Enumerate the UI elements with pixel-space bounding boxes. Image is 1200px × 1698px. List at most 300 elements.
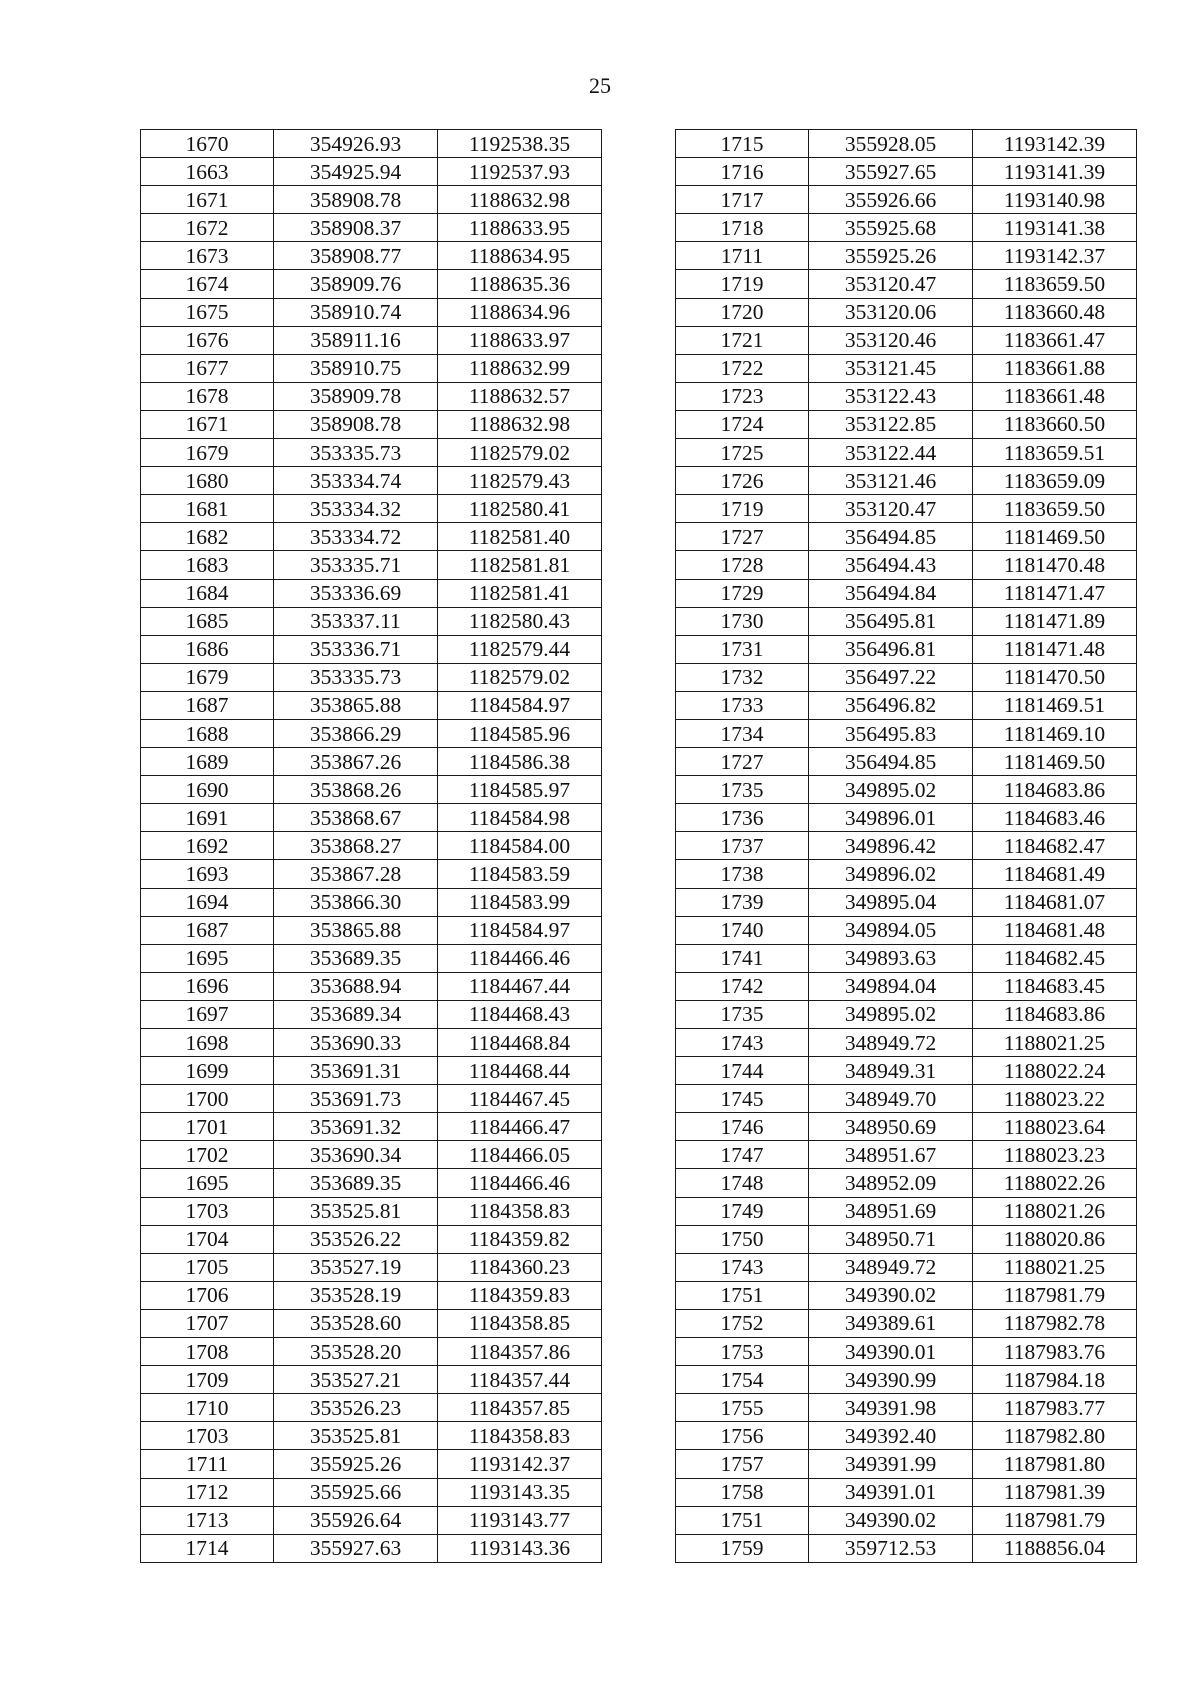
table-row xyxy=(676,242,1137,270)
x-coordinate-cell: 353337.11 xyxy=(274,607,438,635)
point-number-cell: 1685 xyxy=(141,607,274,635)
y-coordinate-cell: 1188021.25 xyxy=(973,1253,1137,1281)
y-coordinate-cell: 1187981.39 xyxy=(973,1478,1137,1506)
x-coordinate-cell: 353525.81 xyxy=(274,1422,438,1450)
point-number-cell: 1719 xyxy=(676,495,809,523)
table-row xyxy=(676,326,1137,354)
table-row xyxy=(676,382,1137,410)
y-coordinate-cell: 1184584.97 xyxy=(438,916,602,944)
point-number-cell: 1739 xyxy=(676,888,809,916)
point-number-cell: 1703 xyxy=(141,1422,274,1450)
table-row xyxy=(676,439,1137,467)
x-coordinate-cell: 355925.66 xyxy=(274,1478,438,1506)
point-number-cell: 1682 xyxy=(141,523,274,551)
point-number-cell: 1721 xyxy=(676,326,809,354)
point-number-cell: 1756 xyxy=(676,1422,809,1450)
y-coordinate-cell: 1181469.50 xyxy=(973,748,1137,776)
point-number-cell: 1706 xyxy=(141,1281,274,1309)
y-coordinate-cell: 1187984.18 xyxy=(973,1366,1137,1394)
x-coordinate-cell: 358908.37 xyxy=(274,214,438,242)
x-coordinate-cell: 349392.40 xyxy=(809,1422,973,1450)
table-row xyxy=(676,523,1137,551)
table-row xyxy=(141,1534,602,1562)
table-row xyxy=(676,804,1137,832)
x-coordinate-cell: 348951.67 xyxy=(809,1141,973,1169)
y-coordinate-cell: 1184466.05 xyxy=(438,1141,602,1169)
x-coordinate-cell: 353689.35 xyxy=(274,1169,438,1197)
y-coordinate-cell: 1184466.46 xyxy=(438,1169,602,1197)
x-coordinate-cell: 353867.28 xyxy=(274,860,438,888)
y-coordinate-cell: 1188856.04 xyxy=(973,1534,1137,1562)
y-coordinate-cell: 1184358.85 xyxy=(438,1309,602,1337)
table-row xyxy=(676,1197,1137,1225)
table-row xyxy=(676,214,1137,242)
x-coordinate-cell: 353690.33 xyxy=(274,1029,438,1057)
y-coordinate-cell: 1184681.48 xyxy=(973,916,1137,944)
y-coordinate-cell: 1184683.86 xyxy=(973,1000,1137,1028)
x-coordinate-cell: 355926.66 xyxy=(809,186,973,214)
table-row xyxy=(676,298,1137,326)
x-coordinate-cell: 353691.31 xyxy=(274,1057,438,1085)
x-coordinate-cell: 353689.35 xyxy=(274,944,438,972)
table-row xyxy=(141,270,602,298)
point-number-cell: 1738 xyxy=(676,860,809,888)
table-row xyxy=(676,1169,1137,1197)
x-coordinate-cell: 353689.34 xyxy=(274,1000,438,1028)
table-row xyxy=(676,354,1137,382)
point-number-cell: 1703 xyxy=(141,1197,274,1225)
y-coordinate-cell: 1184583.59 xyxy=(438,860,602,888)
point-number-cell: 1699 xyxy=(141,1057,274,1085)
table-row xyxy=(676,1085,1137,1113)
point-number-cell: 1678 xyxy=(141,382,274,410)
point-number-cell: 1670 xyxy=(141,130,274,158)
point-number-cell: 1755 xyxy=(676,1394,809,1422)
point-number-cell: 1751 xyxy=(676,1506,809,1534)
x-coordinate-cell: 353120.47 xyxy=(809,495,973,523)
table-row xyxy=(141,804,602,832)
table-row xyxy=(141,1281,602,1309)
table-row xyxy=(676,1057,1137,1085)
y-coordinate-cell: 1184683.46 xyxy=(973,804,1137,832)
y-coordinate-cell: 1193140.98 xyxy=(973,186,1137,214)
table-row xyxy=(141,1141,602,1169)
x-coordinate-cell: 358910.75 xyxy=(274,354,438,382)
x-coordinate-cell: 353868.67 xyxy=(274,804,438,832)
point-number-cell: 1720 xyxy=(676,298,809,326)
point-number-cell: 1692 xyxy=(141,832,274,860)
point-number-cell: 1676 xyxy=(141,326,274,354)
table-row xyxy=(676,1506,1137,1534)
table-row xyxy=(141,635,602,663)
y-coordinate-cell: 1184586.38 xyxy=(438,748,602,776)
y-coordinate-cell: 1182581.81 xyxy=(438,551,602,579)
table-row xyxy=(141,326,602,354)
table-row xyxy=(676,776,1137,804)
x-coordinate-cell: 353688.94 xyxy=(274,972,438,1000)
x-coordinate-cell: 349893.63 xyxy=(809,944,973,972)
table-row xyxy=(141,523,602,551)
point-number-cell: 1696 xyxy=(141,972,274,1000)
x-coordinate-cell: 349896.02 xyxy=(809,860,973,888)
table-row xyxy=(676,888,1137,916)
point-number-cell: 1704 xyxy=(141,1225,274,1253)
x-coordinate-cell: 348951.69 xyxy=(809,1197,973,1225)
x-coordinate-cell: 355928.05 xyxy=(809,130,973,158)
y-coordinate-cell: 1181471.47 xyxy=(973,579,1137,607)
table-row xyxy=(141,186,602,214)
point-number-cell: 1683 xyxy=(141,551,274,579)
y-coordinate-cell: 1192537.93 xyxy=(438,158,602,186)
table-row xyxy=(676,158,1137,186)
table-row xyxy=(141,1085,602,1113)
point-number-cell: 1712 xyxy=(141,1478,274,1506)
x-coordinate-cell: 353335.71 xyxy=(274,551,438,579)
x-coordinate-cell: 354926.93 xyxy=(274,130,438,158)
y-coordinate-cell: 1184467.44 xyxy=(438,972,602,1000)
x-coordinate-cell: 353526.23 xyxy=(274,1394,438,1422)
y-coordinate-cell: 1182579.02 xyxy=(438,663,602,691)
y-coordinate-cell: 1181470.48 xyxy=(973,551,1137,579)
x-coordinate-cell: 353690.34 xyxy=(274,1141,438,1169)
y-coordinate-cell: 1184468.84 xyxy=(438,1029,602,1057)
y-coordinate-cell: 1183659.09 xyxy=(973,467,1137,495)
x-coordinate-cell: 349390.01 xyxy=(809,1338,973,1366)
x-coordinate-cell: 356495.81 xyxy=(809,607,973,635)
table-row xyxy=(141,972,602,1000)
point-number-cell: 1701 xyxy=(141,1113,274,1141)
y-coordinate-cell: 1184466.46 xyxy=(438,944,602,972)
x-coordinate-cell: 349895.02 xyxy=(809,1000,973,1028)
y-coordinate-cell: 1188633.95 xyxy=(438,214,602,242)
point-number-cell: 1693 xyxy=(141,860,274,888)
x-coordinate-cell: 359712.53 xyxy=(809,1534,973,1562)
x-coordinate-cell: 348949.70 xyxy=(809,1085,973,1113)
table-row xyxy=(676,944,1137,972)
y-coordinate-cell: 1184682.45 xyxy=(973,944,1137,972)
table-row xyxy=(141,382,602,410)
x-coordinate-cell: 349896.42 xyxy=(809,832,973,860)
point-number-cell: 1671 xyxy=(141,186,274,214)
point-number-cell: 1710 xyxy=(141,1394,274,1422)
table-row xyxy=(141,467,602,495)
point-number-cell: 1725 xyxy=(676,439,809,467)
x-coordinate-cell: 353122.85 xyxy=(809,410,973,438)
y-coordinate-cell: 1183660.50 xyxy=(973,410,1137,438)
table-row xyxy=(141,748,602,776)
y-coordinate-cell: 1184359.82 xyxy=(438,1225,602,1253)
table-row xyxy=(676,1281,1137,1309)
table-row xyxy=(141,1450,602,1478)
y-coordinate-cell: 1193142.37 xyxy=(973,242,1137,270)
table-row xyxy=(676,972,1137,1000)
y-coordinate-cell: 1184357.86 xyxy=(438,1338,602,1366)
x-coordinate-cell: 353866.30 xyxy=(274,888,438,916)
x-coordinate-cell: 349391.01 xyxy=(809,1478,973,1506)
y-coordinate-cell: 1184357.44 xyxy=(438,1366,602,1394)
x-coordinate-cell: 349896.01 xyxy=(809,804,973,832)
point-number-cell: 1718 xyxy=(676,214,809,242)
point-number-cell: 1663 xyxy=(141,158,274,186)
y-coordinate-cell: 1187981.79 xyxy=(973,1506,1137,1534)
x-coordinate-cell: 349894.05 xyxy=(809,916,973,944)
y-coordinate-cell: 1182579.02 xyxy=(438,439,602,467)
x-coordinate-cell: 353691.32 xyxy=(274,1113,438,1141)
point-number-cell: 1686 xyxy=(141,635,274,663)
point-number-cell: 1737 xyxy=(676,832,809,860)
point-number-cell: 1730 xyxy=(676,607,809,635)
y-coordinate-cell: 1182580.41 xyxy=(438,495,602,523)
y-coordinate-cell: 1188632.98 xyxy=(438,410,602,438)
table-row xyxy=(141,832,602,860)
point-number-cell: 1735 xyxy=(676,776,809,804)
y-coordinate-cell: 1183659.51 xyxy=(973,439,1137,467)
table-row xyxy=(676,860,1137,888)
x-coordinate-cell: 353691.73 xyxy=(274,1085,438,1113)
table-row xyxy=(141,551,602,579)
point-number-cell: 1758 xyxy=(676,1478,809,1506)
table-row xyxy=(676,719,1137,747)
x-coordinate-cell: 353526.22 xyxy=(274,1225,438,1253)
point-number-cell: 1671 xyxy=(141,410,274,438)
point-number-cell: 1680 xyxy=(141,467,274,495)
point-number-cell: 1716 xyxy=(676,158,809,186)
y-coordinate-cell: 1192538.35 xyxy=(438,130,602,158)
point-number-cell: 1695 xyxy=(141,944,274,972)
point-number-cell: 1733 xyxy=(676,691,809,719)
x-coordinate-cell: 349390.02 xyxy=(809,1506,973,1534)
point-number-cell: 1740 xyxy=(676,916,809,944)
x-coordinate-cell: 356494.85 xyxy=(809,523,973,551)
x-coordinate-cell: 353865.88 xyxy=(274,916,438,944)
point-number-cell: 1745 xyxy=(676,1085,809,1113)
point-number-cell: 1711 xyxy=(141,1450,274,1478)
x-coordinate-cell: 353121.46 xyxy=(809,467,973,495)
table-body-right xyxy=(676,130,1137,1563)
y-coordinate-cell: 1193143.36 xyxy=(438,1534,602,1562)
y-coordinate-cell: 1188020.86 xyxy=(973,1225,1137,1253)
y-coordinate-cell: 1187983.76 xyxy=(973,1338,1137,1366)
table-row xyxy=(141,1000,602,1028)
table-row xyxy=(676,1225,1137,1253)
table-row xyxy=(141,719,602,747)
x-coordinate-cell: 349894.04 xyxy=(809,972,973,1000)
x-coordinate-cell: 358908.78 xyxy=(274,410,438,438)
y-coordinate-cell: 1184357.85 xyxy=(438,1394,602,1422)
x-coordinate-cell: 353867.26 xyxy=(274,748,438,776)
table-row xyxy=(141,1422,602,1450)
x-coordinate-cell: 353525.81 xyxy=(274,1197,438,1225)
x-coordinate-cell: 356494.84 xyxy=(809,579,973,607)
table-row xyxy=(141,916,602,944)
coordinates-table-right xyxy=(675,129,1137,1563)
y-coordinate-cell: 1183659.50 xyxy=(973,270,1137,298)
table-row xyxy=(676,691,1137,719)
table-row xyxy=(676,1253,1137,1281)
table-row xyxy=(676,1141,1137,1169)
y-coordinate-cell: 1184583.99 xyxy=(438,888,602,916)
x-coordinate-cell: 356494.43 xyxy=(809,551,973,579)
table-row xyxy=(141,1197,602,1225)
point-number-cell: 1724 xyxy=(676,410,809,438)
y-coordinate-cell: 1193142.37 xyxy=(438,1450,602,1478)
y-coordinate-cell: 1184681.07 xyxy=(973,888,1137,916)
y-coordinate-cell: 1184681.49 xyxy=(973,860,1137,888)
x-coordinate-cell: 353528.19 xyxy=(274,1281,438,1309)
table-row xyxy=(676,467,1137,495)
y-coordinate-cell: 1187981.79 xyxy=(973,1281,1137,1309)
table-row xyxy=(141,214,602,242)
y-coordinate-cell: 1188632.99 xyxy=(438,354,602,382)
point-number-cell: 1698 xyxy=(141,1029,274,1057)
y-coordinate-cell: 1183660.48 xyxy=(973,298,1137,326)
coordinates-table-left xyxy=(140,129,602,1563)
y-coordinate-cell: 1182580.43 xyxy=(438,607,602,635)
x-coordinate-cell: 353120.47 xyxy=(809,270,973,298)
x-coordinate-cell: 353527.19 xyxy=(274,1253,438,1281)
point-number-cell: 1690 xyxy=(141,776,274,804)
point-number-cell: 1749 xyxy=(676,1197,809,1225)
table-row xyxy=(141,439,602,467)
point-number-cell: 1694 xyxy=(141,888,274,916)
y-coordinate-cell: 1181469.10 xyxy=(973,719,1137,747)
x-coordinate-cell: 353121.45 xyxy=(809,354,973,382)
y-coordinate-cell: 1188635.36 xyxy=(438,270,602,298)
y-coordinate-cell: 1181469.50 xyxy=(973,523,1137,551)
point-number-cell: 1732 xyxy=(676,663,809,691)
table-row xyxy=(676,832,1137,860)
table-row xyxy=(141,1366,602,1394)
y-coordinate-cell: 1182581.40 xyxy=(438,523,602,551)
x-coordinate-cell: 358908.77 xyxy=(274,242,438,270)
table-row xyxy=(676,410,1137,438)
x-coordinate-cell: 349390.02 xyxy=(809,1281,973,1309)
point-number-cell: 1726 xyxy=(676,467,809,495)
x-coordinate-cell: 353334.32 xyxy=(274,495,438,523)
table-row xyxy=(141,354,602,382)
point-number-cell: 1728 xyxy=(676,551,809,579)
x-coordinate-cell: 356496.82 xyxy=(809,691,973,719)
x-coordinate-cell: 358911.16 xyxy=(274,326,438,354)
x-coordinate-cell: 349391.99 xyxy=(809,1450,973,1478)
x-coordinate-cell: 348949.31 xyxy=(809,1057,973,1085)
point-number-cell: 1722 xyxy=(676,354,809,382)
x-coordinate-cell: 353122.43 xyxy=(809,382,973,410)
y-coordinate-cell: 1184682.47 xyxy=(973,832,1137,860)
y-coordinate-cell: 1187982.78 xyxy=(973,1309,1137,1337)
y-coordinate-cell: 1182579.43 xyxy=(438,467,602,495)
point-number-cell: 1697 xyxy=(141,1000,274,1028)
y-coordinate-cell: 1182581.41 xyxy=(438,579,602,607)
y-coordinate-cell: 1184358.83 xyxy=(438,1422,602,1450)
x-coordinate-cell: 356495.83 xyxy=(809,719,973,747)
x-coordinate-cell: 353866.29 xyxy=(274,719,438,747)
y-coordinate-cell: 1184360.23 xyxy=(438,1253,602,1281)
point-number-cell: 1754 xyxy=(676,1366,809,1394)
table-row xyxy=(141,298,602,326)
y-coordinate-cell: 1193142.39 xyxy=(973,130,1137,158)
x-coordinate-cell: 353120.06 xyxy=(809,298,973,326)
point-number-cell: 1751 xyxy=(676,1281,809,1309)
y-coordinate-cell: 1188022.26 xyxy=(973,1169,1137,1197)
table-row xyxy=(141,495,602,523)
x-coordinate-cell: 358909.78 xyxy=(274,382,438,410)
y-coordinate-cell: 1193143.35 xyxy=(438,1478,602,1506)
point-number-cell: 1752 xyxy=(676,1309,809,1337)
x-coordinate-cell: 355927.65 xyxy=(809,158,973,186)
x-coordinate-cell: 353528.60 xyxy=(274,1309,438,1337)
point-number-cell: 1672 xyxy=(141,214,274,242)
table-row xyxy=(141,1113,602,1141)
y-coordinate-cell: 1183661.88 xyxy=(973,354,1137,382)
point-number-cell: 1687 xyxy=(141,916,274,944)
table-row xyxy=(676,1366,1137,1394)
y-coordinate-cell: 1184584.97 xyxy=(438,691,602,719)
x-coordinate-cell: 348950.69 xyxy=(809,1113,973,1141)
table-row xyxy=(676,916,1137,944)
point-number-cell: 1757 xyxy=(676,1450,809,1478)
table-row xyxy=(676,1478,1137,1506)
x-coordinate-cell: 348952.09 xyxy=(809,1169,973,1197)
y-coordinate-cell: 1188634.96 xyxy=(438,298,602,326)
y-coordinate-cell: 1188632.57 xyxy=(438,382,602,410)
point-number-cell: 1734 xyxy=(676,719,809,747)
y-coordinate-cell: 1188023.64 xyxy=(973,1113,1137,1141)
x-coordinate-cell: 353865.88 xyxy=(274,691,438,719)
table-row xyxy=(676,1309,1137,1337)
x-coordinate-cell: 353122.44 xyxy=(809,439,973,467)
y-coordinate-cell: 1184683.86 xyxy=(973,776,1137,804)
table-row xyxy=(141,860,602,888)
table-row xyxy=(141,1309,602,1337)
y-coordinate-cell: 1187982.80 xyxy=(973,1422,1137,1450)
table-row xyxy=(676,607,1137,635)
y-coordinate-cell: 1184359.83 xyxy=(438,1281,602,1309)
y-coordinate-cell: 1187983.77 xyxy=(973,1394,1137,1422)
table-row xyxy=(141,776,602,804)
point-number-cell: 1736 xyxy=(676,804,809,832)
y-coordinate-cell: 1188633.97 xyxy=(438,326,602,354)
x-coordinate-cell: 348950.71 xyxy=(809,1225,973,1253)
table-row xyxy=(141,130,602,158)
point-number-cell: 1673 xyxy=(141,242,274,270)
point-number-cell: 1717 xyxy=(676,186,809,214)
table-row xyxy=(141,1057,602,1085)
table-row xyxy=(676,1422,1137,1450)
x-coordinate-cell: 355925.26 xyxy=(274,1450,438,1478)
y-coordinate-cell: 1184585.96 xyxy=(438,719,602,747)
y-coordinate-cell: 1181469.51 xyxy=(973,691,1137,719)
y-coordinate-cell: 1183661.48 xyxy=(973,382,1137,410)
point-number-cell: 1702 xyxy=(141,1141,274,1169)
y-coordinate-cell: 1184467.45 xyxy=(438,1085,602,1113)
y-coordinate-cell: 1184468.44 xyxy=(438,1057,602,1085)
point-number-cell: 1709 xyxy=(141,1366,274,1394)
table-row xyxy=(141,579,602,607)
point-number-cell: 1711 xyxy=(676,242,809,270)
table-row xyxy=(676,1534,1137,1562)
y-coordinate-cell: 1181471.89 xyxy=(973,607,1137,635)
x-coordinate-cell: 348949.72 xyxy=(809,1253,973,1281)
table-row xyxy=(676,1394,1137,1422)
x-coordinate-cell: 356496.81 xyxy=(809,635,973,663)
y-coordinate-cell: 1183661.47 xyxy=(973,326,1137,354)
table-row xyxy=(141,944,602,972)
point-number-cell: 1677 xyxy=(141,354,274,382)
x-coordinate-cell: 348949.72 xyxy=(809,1029,973,1057)
table-row xyxy=(676,186,1137,214)
table-row xyxy=(141,1394,602,1422)
